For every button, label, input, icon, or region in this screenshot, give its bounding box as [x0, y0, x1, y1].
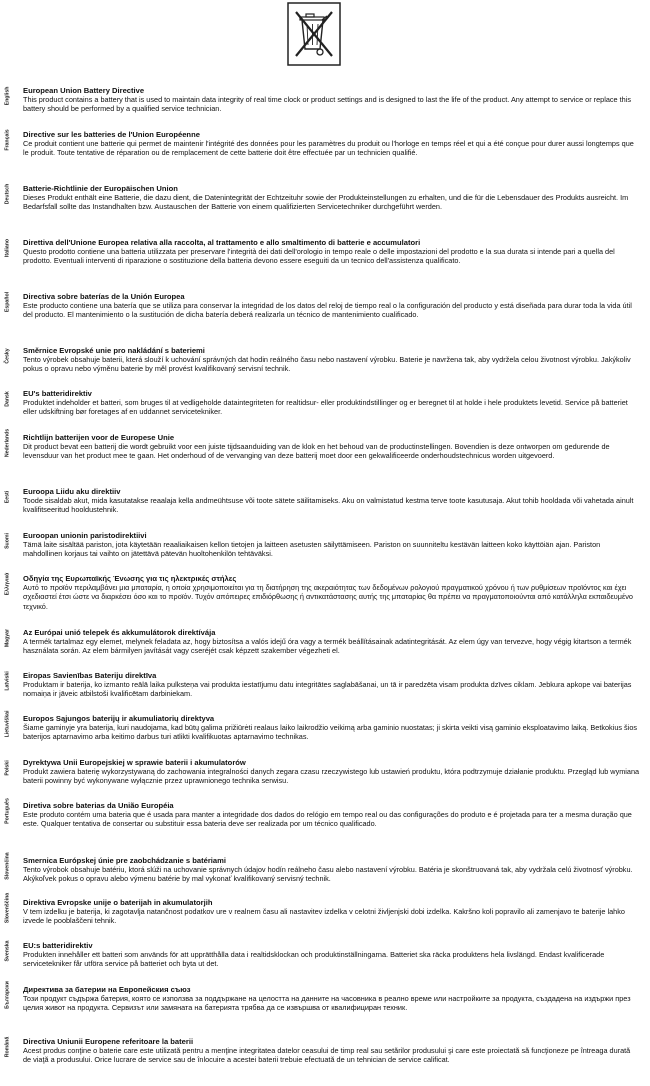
section-body: Tento výrobek obsahuje baterii, která slouží k uchování správných dat hodin reálného času nebo nastavení výrobku. Baterie je navržena tak, aby vydržela celou životnost výrobku. Jakýkoliv pokus o opravu nebo výměnu baterie by měl provést kvalifikovaný servisní technik.: [23, 355, 631, 374]
section-body: Acest produs conţine o baterie care este utilizată pentru a menţine integritatea datelor ceasului de timp real sau setărilor produsului şi care este proiectată să funcţioneze pe întreaga durată de viaţă a produsului. Orice lucrare de service sau de înlocuire a acestei baterii trebuie efectuată de un tehnician de service calificat.: [23, 1046, 631, 1065]
section-body: Αυτό το προϊόν περιλαμβάνει μια μπαταρία, η οποία χρησιμοποιείται για τη διατήρηση της ακεραιότητας των δεδομένων ρολογιού πραγματικού χρόνου ή των ρυθμίσεων προϊόντος και έχει σχεδιαστεί έτσι ώστε να διαρκέσει όσο και το προϊόν. Τυχόν απόπειρες επιδιόρθωσης ή αντικατάστασης αυτής της μπαταρίας θα πρέπει να πραγματοποιούνται από κατάλληλα εκπαιδευμένο τεχνικό.: [23, 583, 633, 611]
section-title: European Union Battery Directive: [23, 86, 145, 95]
language-tab: Français: [4, 129, 11, 151]
section-title: Directive sur les batteries de l'Union Européenne: [23, 130, 200, 139]
language-tab: Lietuviškai: [4, 710, 11, 738]
language-tab: Português: [4, 798, 11, 824]
crossed-out-wheeled-bin-icon: [287, 2, 341, 66]
section-body: Produktam ir baterija, ko izmanto reālā laika pulksteņa vai produkta iestatījumu datu integritātes saglabāšanai, un tā ir paredzēta visam produkta dzīves ciklam. Jebkura apkope vai baterijas nomaiņa ir jāveic atbilstoši kvalificētam darbiniekam.: [23, 680, 632, 699]
language-tab: Polski: [4, 760, 11, 776]
section-body: Questo prodotto contiene una batteria utilizzata per preservare l'integrità dei dati dell'orologio in tempo reale o delle impostazioni del prodotto e la sua durata si intende pari a quella del prodotto. Eventuali interventi di riparazione o sostituzione della batteria devono essere eseguiti da un tecnico dell'assistenza qualificato.: [23, 247, 615, 266]
section-body: Dit product bevat een batterij die wordt gebruikt voor een juiste tijdsaanduiding van de klok en het behoud van de productinstellingen. Bovendien is deze ontworpen om gedurende de levensduur van het product mee te gaan. Het onderhoud of de vervanging van deze batterij moet door een gekwalificeerde onderhoudstechnicus worden uitgevoerd.: [23, 442, 610, 461]
section-title: Diretiva sobre baterias da União Européia: [23, 801, 174, 810]
language-tab: Suomi: [4, 533, 11, 549]
section-body: A termék tartalmaz egy elemet, melynek feladata az, hogy biztosítsa a valós idejű óra vagy a termék beállításainak adatintegritását. Az elem úgy van tervezve, hogy végig kitartson a termék használata során. Az elem bármilyen javítását vagy cseréjét csak képzett szakember végezheti el.: [23, 637, 632, 656]
language-tab: Nederlands: [4, 428, 11, 458]
section-body: Toode sisaldab akut, mida kasutatakse reaalaja kella andmeühtsuse või toote sätete säilitamiseks. Aku on valmistatud kestma terve toote kasutusaja. Akut tohib hooldada või vahetada ainult kvalifitseeritud hooldustehnik.: [23, 496, 634, 515]
language-tab: Česky: [4, 348, 11, 364]
section-title: Directiva Uniunii Europene referitoare la baterii: [23, 1037, 194, 1046]
language-tab: Svenska: [4, 940, 11, 962]
language-tab: Български: [4, 981, 11, 1009]
section-body: Dieses Produkt enthält eine Batterie, die dazu dient, die Datenintegrität der Echtzeituhr sowie der Produkteinstellungen zu erhalten, und die für die Lebensdauer des Produkts ausreicht. Im Bedarfsfall sollte das Instandhalten bzw. Austauschen der Batterie von einem qualifizierten Servicetechniker durchgeführt werden.: [23, 193, 629, 212]
language-tab: Slovenščina: [4, 892, 11, 924]
section-title: Az Európai unió telepek és akkumulátorok direktívája: [23, 628, 216, 637]
section-body: Tämä laite sisältää pariston, jota käytetään reaaliaikaisen kellon tietojen ja laitteen asetusten säilyttämiseen. Pariston on suunniteltu kestävän laitteen koko käyttöiän ajan. Pariston mahdollinen korjaus tai vaihto on jätettävä pätevän huoltohenkilön tehtäväksi.: [23, 540, 601, 559]
section-body: Този продукт съдържа батерия, която се използва за поддържане на целостта на данните на часовника в реално време или настройките за продукта, създадена на издържи през целия живот на продукта. Сервизът или замяната на батерията трябва да се извършва от квалифициран техник.: [23, 994, 631, 1013]
language-tab: Ελληνικά: [4, 572, 11, 596]
language-tab: Română: [4, 1036, 11, 1058]
section-title: Richtlijn batterijen voor de Europese Unie: [23, 433, 175, 442]
language-tab: Deutsch: [4, 183, 11, 205]
section-body: Produkt zawiera baterię wykorzystywaną do zachowania integralności danych zegara czasu rzeczywistego lub ustawień produktu, która podtrzymuje działanie produktu. Przegląd lub wymiana baterii powinny być wykonywane wyłącznie przez uprawnionego technika serwisu.: [23, 767, 640, 786]
section-title: Euroopan unionin paristodirektiivi: [23, 531, 147, 540]
section-body: Este produto contém uma bateria que é usada para manter a integridade dos dados do relógio em tempo real ou das configurações do produto e é projetada para ter a mesma duração que este. Qualquer tentativa de consertar ou substituir essa bateria deve ser realizada por um técnico qualificado.: [23, 810, 632, 829]
section-body: V tem izdelku je baterija, ki zagotavlja natančnost podatkov ure v realnem času ali nastavitev izdelka v celotni življenjski dobi izdelka. Kakršno koli popravilo ali zamenjavo te baterije lahko izvede le pooblaščeni tehnik.: [23, 907, 625, 926]
section-body: Šiame gaminyje yra baterija, kuri naudojama, kad būtų galima prižiūrėti realaus laiko laikrodžio veikimą arba gaminio nuostatas; ji skirta veikti visą gaminio eksploatavimo laiką. Betkokius šios baterijos aptarnavimo arba keitimo darbus turi atlikti kvalifikuotas aptarnavimo technikas.: [23, 723, 638, 742]
section-title: Směrnice Evropské unie pro nakládání s bateriemi: [23, 346, 205, 355]
language-tab: English: [4, 86, 11, 106]
section-title: Директива за батерии на Европейския съюз: [23, 985, 191, 994]
section-title: EU:s batteridirektiv: [23, 941, 93, 950]
section-title: Direttiva dell'Unione Europea relativa alla raccolta, al trattamento e allo smaltimento di batterie e accumulatori: [23, 238, 421, 247]
section-title: Οδηγία της Ευρωπαϊκής Ένωσης για τις ηλεκτρικές στήλες: [23, 574, 237, 583]
section-title: Smernica Európskej únie pre zaobchádzanie s batériami: [23, 856, 226, 865]
section-body: Tento výrobok obsahuje batériu, ktorá slúži na uchovanie správnych údajov hodín reálneho času alebo nastavení výrobku. Batéria je skonštruovaná tak, aby vydržala celú životnosť výrobku. Akýkoľvek pokus o opravu alebo výmenu batérie by mal vykonať kvalifikovaný servisný technik.: [23, 865, 633, 884]
section-title: Batterie-Richtlinie der Europäischen Union: [23, 184, 178, 193]
section-title: Eiropas Savienības Bateriju direktīva: [23, 671, 157, 680]
section-title: Directiva sobre baterías de la Unión Europea: [23, 292, 185, 301]
section-title: EU's batteridirektiv: [23, 389, 92, 398]
language-tab: Español: [4, 291, 11, 313]
section-title: Direktiva Evropske unije o bateriјah in akumulatorjih: [23, 898, 213, 907]
language-tab: Dansk: [4, 391, 11, 407]
section-title: Euroopa Liidu aku direktiiv: [23, 487, 121, 496]
language-tab: Latviski: [4, 671, 11, 691]
language-tab: Magyar: [4, 628, 11, 648]
section-body: Produkten innehåller ett batteri som används för att upprätthålla data i realtidsklockan och produktinställningarna. Batteriet ska räcka produktens hela livslängd. Endast kvalificerade servicetekniker får utföra service på batteriet och byta ut det.: [23, 950, 605, 969]
language-tab: Eesti: [4, 490, 11, 504]
section-title: Dyrektywa Unii Europejskiej w sprawie baterii i akumulatorów: [23, 758, 246, 767]
section-body: Produktet indeholder et batteri, som bruges til at vedligeholde dataintegriteten for realtidsur- eller produktindstillinger og er beregnet til at holde i hele produktets levetid. Service på batteriet eller udskiftning bør foretages af en uddannet servicetekniker.: [23, 398, 628, 417]
section-body: Ce produit contient une batterie qui permet de maintenir l'intégrité des données pour les paramètres du produit ou l'horloge en temps réel et qui a été conçue pour durer aussi longtemps que le produit. Toute tentative de réparation ou de remplacement de cette batterie doit être effectuée par un technicien qualifié.: [23, 139, 634, 158]
language-tab: Italiano: [4, 238, 11, 258]
language-tab: Slovenčina: [4, 852, 11, 880]
section-body: Este producto contiene una batería que se utiliza para conservar la integridad de los datos del reloj de tiempo real o la configuración del producto y está diseñada para durar toda la vida útil del producto. El mantenimiento o la sustitución de dicha batería deberá realizarla un técnico de mantenimiento cualificado.: [23, 301, 632, 320]
section-title: Europos Sąjungos baterijų ir akumuliatorių direktyva: [23, 714, 215, 723]
section-body: This product contains a battery that is used to maintain data integrity of real time clock or product settings and is designed to last the life of the product. Any attempt to service or replace this battery should be performed by a qualified service technician.: [23, 95, 631, 114]
